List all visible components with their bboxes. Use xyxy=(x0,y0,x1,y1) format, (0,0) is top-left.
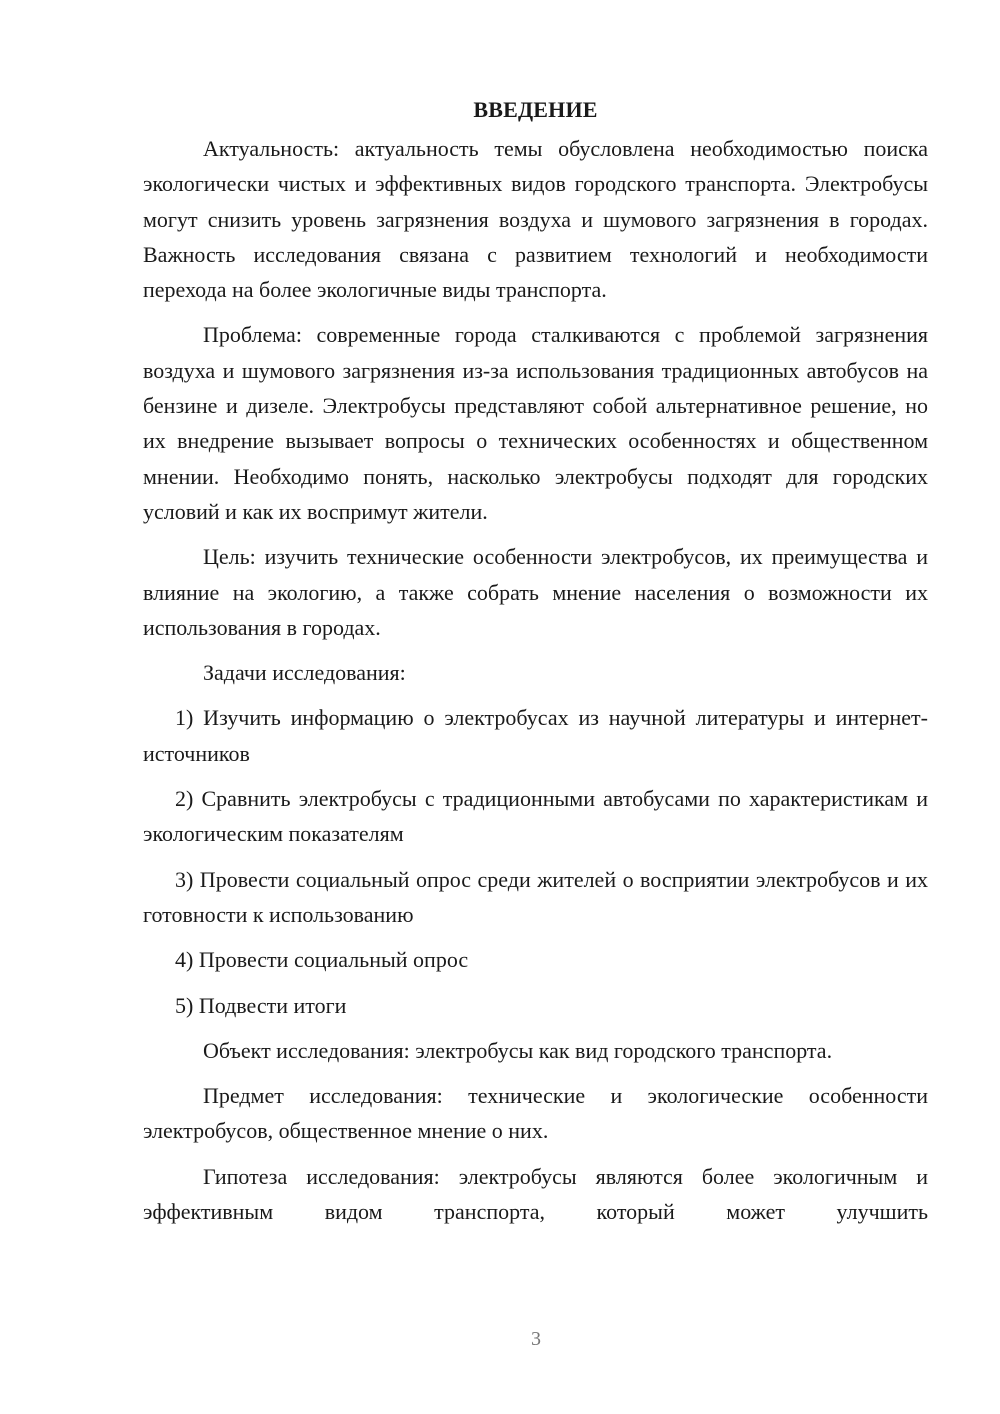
paragraph-object: Объект исследования: электробусы как вид городского транспорта. xyxy=(203,1037,833,1063)
tasks-list xyxy=(143,700,928,1022)
tasks-heading: Задачи исследования: xyxy=(203,660,406,686)
list-item: 2) Сравнить электробусы с традиционными автобусами по характеристикам и экологическим показателям xyxy=(143,786,928,847)
page-number: 3 xyxy=(531,1328,541,1350)
paragraph-subject: Предмет исследования: технические и экологические особенности электробусов, общественное мнение о них. xyxy=(143,1083,928,1144)
paragraph-relevance: Актуальность: актуальность темы обусловлена необходимостью поиска экологически чистых и эффективных видов городского транспорта. Электробусы могут снизить уровень загрязнения воздуха и шумового загрязнения в городах. Важность исследования связана с развитием технологий и необходимости перехода на более экологичные виды транспорта. xyxy=(143,136,928,303)
section-title: ВВЕДЕНИЕ xyxy=(473,97,598,122)
paragraph-problem: Проблема: современные города сталкиваются с проблемой загрязнения воздуха и шумового загрязнения из-за использования традиционных автобусов на бензине и дизеле. Электробусы представляют собой альтернативное решение, но их внедрение вызывает вопросы о технических особенностях и общественном мнении. Необходимо понять, насколько электробусы подходят для городских условий и как их воспримут жители. xyxy=(143,322,928,524)
paragraph-goal: Цель: изучить технические особенности электробусов, их преимущества и влияние на экологию, а также собрать мнение населения о возможности их использования в городах. xyxy=(143,544,928,640)
paragraph-hypothesis: Гипотеза исследования: электробусы являются более экологичным и эффективным видом транспорта, который может улучшить xyxy=(143,1163,928,1225)
list-item: 3) Провести социальный опрос среди жителей о восприятии электробусов и их готовности к использованию xyxy=(143,866,928,927)
list-item: 1) Изучить информацию о электробусах из научной литературы и интернет-источников xyxy=(143,705,928,766)
document-page xyxy=(143,92,928,1239)
list-item: 5) Подвести итоги xyxy=(175,992,347,1018)
list-item: 4) Провести социальный опрос xyxy=(175,947,469,973)
